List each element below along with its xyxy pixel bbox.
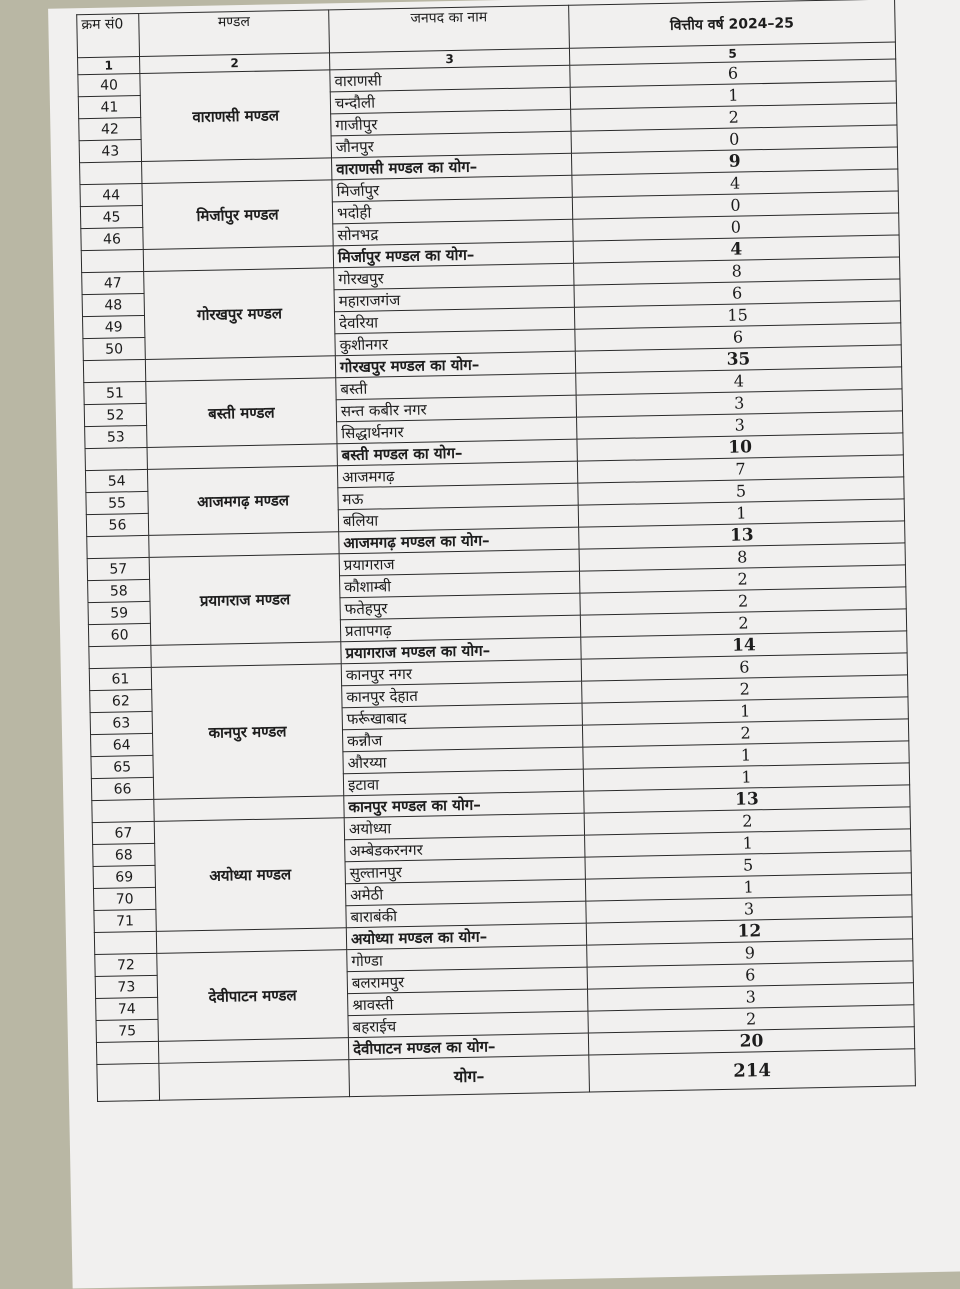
district-name: मिर्जापुर [332, 175, 572, 202]
division-total-value: 35 [575, 345, 901, 373]
serial-number: 67 [92, 821, 154, 844]
district-value: 5 [585, 851, 911, 879]
serial-number: 70 [93, 887, 155, 910]
serial-number: 66 [91, 777, 153, 800]
serial-number: 43 [79, 139, 141, 162]
division-total-label: आजमगढ़ मण्डल का योग– [339, 527, 579, 554]
division-name: बस्ती मण्डल [146, 378, 337, 448]
district-value: 7 [577, 455, 903, 483]
serial-number: 64 [91, 733, 153, 756]
grand-total-label: योग– [349, 1055, 590, 1097]
district-name: गाजीपुर [331, 109, 571, 136]
district-value: 2 [584, 807, 910, 835]
district-value: 4 [572, 169, 898, 197]
serial-number: 45 [80, 205, 142, 228]
district-name: अम्बेडकरनगर [345, 835, 585, 862]
division-total-label: देवीपाटन मण्डल का योग– [348, 1033, 588, 1060]
grand-total-blank [97, 1063, 160, 1101]
district-value: 6 [587, 961, 913, 989]
district-name: फर्रूखाबाद [342, 703, 582, 730]
district-name: अमेठी [345, 879, 585, 906]
serial-number: 68 [93, 843, 155, 866]
district-value: 15 [574, 301, 900, 329]
district-value: 2 [582, 719, 908, 747]
serial-number: 51 [84, 381, 146, 404]
serial-number: 60 [88, 623, 150, 646]
division-name: अयोध्या मण्डल [154, 818, 346, 932]
serial-number: 47 [82, 271, 144, 294]
district-value: 0 [573, 213, 899, 241]
year-header: वित्तीय वर्ष 2024–25 [569, 0, 896, 48]
serial-number: 74 [96, 997, 158, 1020]
serial-number: 61 [89, 667, 151, 690]
serial-number: 63 [90, 711, 152, 734]
serial-number: 48 [82, 293, 144, 316]
column-index: 2 [140, 53, 330, 74]
district-name: कानपुर देहात [342, 681, 582, 708]
district-value: 8 [579, 543, 905, 571]
column-index: 3 [329, 48, 569, 70]
serial-number: 54 [85, 469, 147, 492]
district-value: 6 [570, 59, 896, 87]
serial-number: 49 [83, 315, 145, 338]
blank-cell [92, 799, 154, 822]
division-header: मण्डल [139, 10, 330, 57]
blank-cell [80, 161, 142, 184]
serial-number: 56 [86, 513, 148, 536]
district-name: श्रावस्ती [348, 989, 588, 1016]
district-value: 9 [587, 939, 913, 967]
district-value: 0 [572, 191, 898, 219]
division-total-label: मिर्जापुर मण्डल का योग– [333, 241, 573, 268]
serial-number: 69 [93, 865, 155, 888]
serial-header: क्रम सं0 [77, 14, 140, 58]
blank-cell [81, 249, 143, 272]
district-value: 2 [571, 103, 897, 131]
serial-number: 58 [88, 579, 150, 602]
blank-cell [89, 645, 151, 668]
district-value: 2 [582, 675, 908, 703]
district-name: प्रतापगढ़ [340, 615, 580, 642]
district-value: 2 [580, 609, 906, 637]
district-name: प्रयागराज [339, 549, 579, 576]
blank-cell [87, 535, 149, 558]
grand-total-blank [159, 1060, 350, 1101]
district-value: 1 [570, 81, 896, 109]
district-value: 1 [582, 697, 908, 725]
division-total-label: बस्ती मण्डल का योग– [337, 439, 577, 466]
division-name: वाराणसी मण्डल [140, 70, 332, 162]
district-name: सन्त कबीर नगर [336, 395, 576, 422]
district-value: 3 [576, 389, 902, 417]
serial-number: 53 [85, 425, 147, 448]
district-name: मऊ [338, 483, 578, 510]
district-name: कानपुर नगर [341, 659, 581, 686]
blank-cell [83, 359, 145, 382]
division-name: मिर्जापुर मण्डल [142, 180, 333, 250]
district-name: सोनभद्र [333, 219, 573, 246]
serial-number: 41 [78, 96, 140, 119]
division-total-label: प्रयागराज मण्डल का योग– [341, 637, 581, 664]
district-value: 6 [581, 653, 907, 681]
district-header: जनपद का नाम [329, 5, 570, 53]
district-name: कुशीनगर [335, 329, 575, 356]
column-index: 1 [78, 57, 140, 75]
division-total-value: 14 [581, 631, 907, 659]
district-value: 2 [588, 1005, 914, 1033]
district-name: महाराजगंज [334, 285, 574, 312]
district-value: 0 [571, 125, 897, 153]
district-name: बस्ती [336, 373, 576, 400]
district-value: 8 [574, 257, 900, 285]
district-value: 2 [580, 587, 906, 615]
district-value: 3 [586, 895, 912, 923]
document-page [48, 0, 960, 1289]
district-value: 5 [578, 477, 904, 505]
district-value: 3 [577, 411, 903, 439]
district-value: 1 [585, 873, 911, 901]
district-name: आजमगढ़ [337, 461, 577, 488]
district-value: 1 [585, 829, 911, 857]
division-total-value: 12 [586, 917, 912, 945]
blank-cell [96, 1041, 158, 1064]
serial-number: 59 [88, 601, 150, 624]
division-total-label: कानपुर मण्डल का योग– [344, 791, 584, 818]
district-name: बाराबंकी [346, 901, 586, 928]
serial-number: 75 [96, 1019, 158, 1042]
division-total-value: 10 [577, 433, 903, 461]
district-name: अयोध्या [344, 813, 584, 840]
district-value: 3 [588, 983, 914, 1011]
district-name: बहराईच [348, 1011, 588, 1038]
division-name: गोरखपुर मण्डल [144, 268, 336, 360]
district-name: बलरामपुर [347, 967, 587, 994]
serial-number: 44 [80, 183, 142, 206]
district-name: भदोही [332, 197, 572, 224]
serial-number: 52 [84, 403, 146, 426]
division-total-value: 20 [588, 1027, 914, 1055]
district-name: कौशाम्बी [340, 571, 580, 598]
district-value: 6 [574, 279, 900, 307]
district-name: बलिया [338, 505, 578, 532]
division-name: कानपुर मण्डल [151, 664, 343, 800]
district-name: गोरखपुर [334, 263, 574, 290]
district-name: फतेहपुर [340, 593, 580, 620]
table-body [78, 59, 915, 1065]
division-name: देवीपाटन मण्डल [157, 950, 349, 1042]
district-name: कन्नौज [342, 725, 582, 752]
serial-number: 57 [87, 557, 149, 580]
serial-number: 65 [91, 755, 153, 778]
district-name: जौनपुर [331, 131, 571, 158]
blank-cell [94, 931, 156, 954]
grand-total-value: 214 [589, 1049, 916, 1092]
district-name: गोण्डा [347, 945, 587, 972]
serial-number: 55 [86, 491, 148, 514]
district-value: 1 [578, 499, 904, 527]
division-name: आजमगढ़ मण्डल [147, 466, 338, 536]
district-value: 1 [583, 741, 909, 769]
blank-cell [85, 447, 147, 470]
division-total-label: वाराणसी मण्डल का योग– [331, 153, 571, 180]
district-name: औरय्या [343, 747, 583, 774]
division-total-value: 13 [584, 785, 910, 813]
district-name: वाराणसी [330, 65, 570, 92]
serial-number: 46 [81, 227, 143, 250]
district-table [76, 0, 916, 1102]
division-total-value: 4 [573, 235, 899, 263]
division-total-label: गोरखपुर मण्डल का योग– [335, 351, 575, 378]
serial-number: 42 [79, 117, 141, 140]
serial-number: 62 [90, 689, 152, 712]
district-name: सिद्धार्थनगर [337, 417, 577, 444]
district-value: 2 [579, 565, 905, 593]
column-index: 5 [569, 42, 895, 65]
division-total-label: अयोध्या मण्डल का योग– [346, 923, 586, 950]
serial-number: 71 [94, 909, 156, 932]
district-name: इटावा [343, 769, 583, 796]
serial-number: 73 [95, 975, 157, 998]
serial-number: 50 [83, 337, 145, 360]
district-name: चन्दौली [330, 87, 570, 114]
district-name: देवरिया [334, 307, 574, 334]
division-total-value: 13 [579, 521, 905, 549]
serial-number: 40 [78, 74, 140, 97]
division-name: प्रयागराज मण्डल [149, 554, 341, 646]
district-value: 6 [575, 323, 901, 351]
district-name: सुल्तानपुर [345, 857, 585, 884]
serial-number: 72 [95, 953, 157, 976]
division-total-value: 9 [571, 147, 897, 175]
district-value: 4 [576, 367, 902, 395]
district-value: 1 [583, 763, 909, 791]
